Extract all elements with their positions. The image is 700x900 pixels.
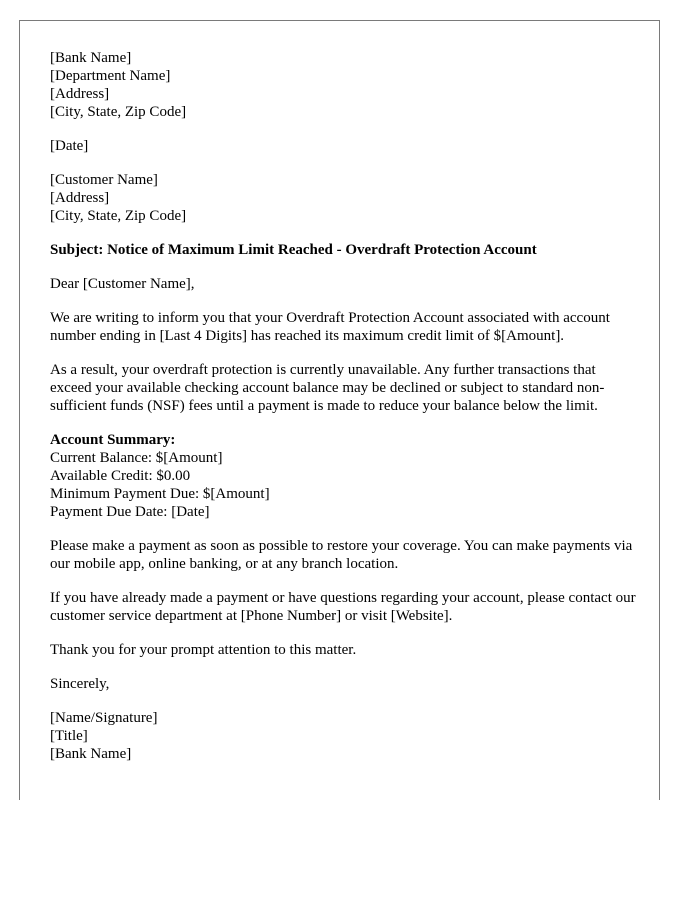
letter-subject: Subject: Notice of Maximum Limit Reached - Overdraft Protection Account [50,242,537,258]
summary-current-balance: Current Balance: $[Amount] [50,450,223,466]
letter-date: [Date] [50,138,89,154]
account-summary [50,431,640,521]
signature-block [50,709,640,763]
date-block [50,137,640,155]
sender-address: [Address] [50,86,110,102]
sender-bank-name: [Bank Name] [50,50,132,66]
signature-name: [Name/Signature] [50,710,158,726]
thanks-paragraph: Thank you for your prompt attention to this matter. [50,642,357,658]
recipient-city-state-zip: [City, State, Zip Code] [50,208,187,224]
summary-minimum-payment: Minimum Payment Due: $[Amount] [50,486,270,502]
intro-paragraph: We are writing to inform you that your Overdraft Protection Account associated with account number ending in [Last 4 Digits] has reached its maximum credit limit of $[Amount]. [50,310,610,344]
sender-city-state-zip: [City, State, Zip Code] [50,104,187,120]
sender-address-block [50,49,640,121]
signature-bank: [Bank Name] [50,746,132,762]
result-paragraph: As a result, your overdraft protection is currently unavailable. Any further transactions that exceed your available checking account balance may be declined or subject to standard non-sufficient funds (NSF) fees until a payment is made to reduce your balance below the limit. [50,362,605,414]
sender-department: [Department Name] [50,68,171,84]
signature-title: [Title] [50,728,88,744]
letter-body [50,49,640,779]
summary-available-credit: Available Credit: $0.00 [50,468,191,484]
recipient-name: [Customer Name] [50,172,158,188]
summary-payment-due-date: Payment Due Date: [Date] [50,504,210,520]
letter-salutation: Dear [Customer Name], [50,276,195,292]
letter-page [19,20,660,800]
recipient-address-block [50,171,640,225]
questions-paragraph: If you have already made a payment or have questions regarding your account, please contact our customer service department at [Phone Number] or visit [Website]. [50,590,636,624]
recipient-address: [Address] [50,190,110,206]
letter-signoff: Sincerely, [50,676,110,692]
account-summary-heading: Account Summary: [50,432,176,448]
payment-paragraph: Please make a payment as soon as possible to restore your coverage. You can make payments via our mobile app, online banking, or at any branch location. [50,538,633,572]
